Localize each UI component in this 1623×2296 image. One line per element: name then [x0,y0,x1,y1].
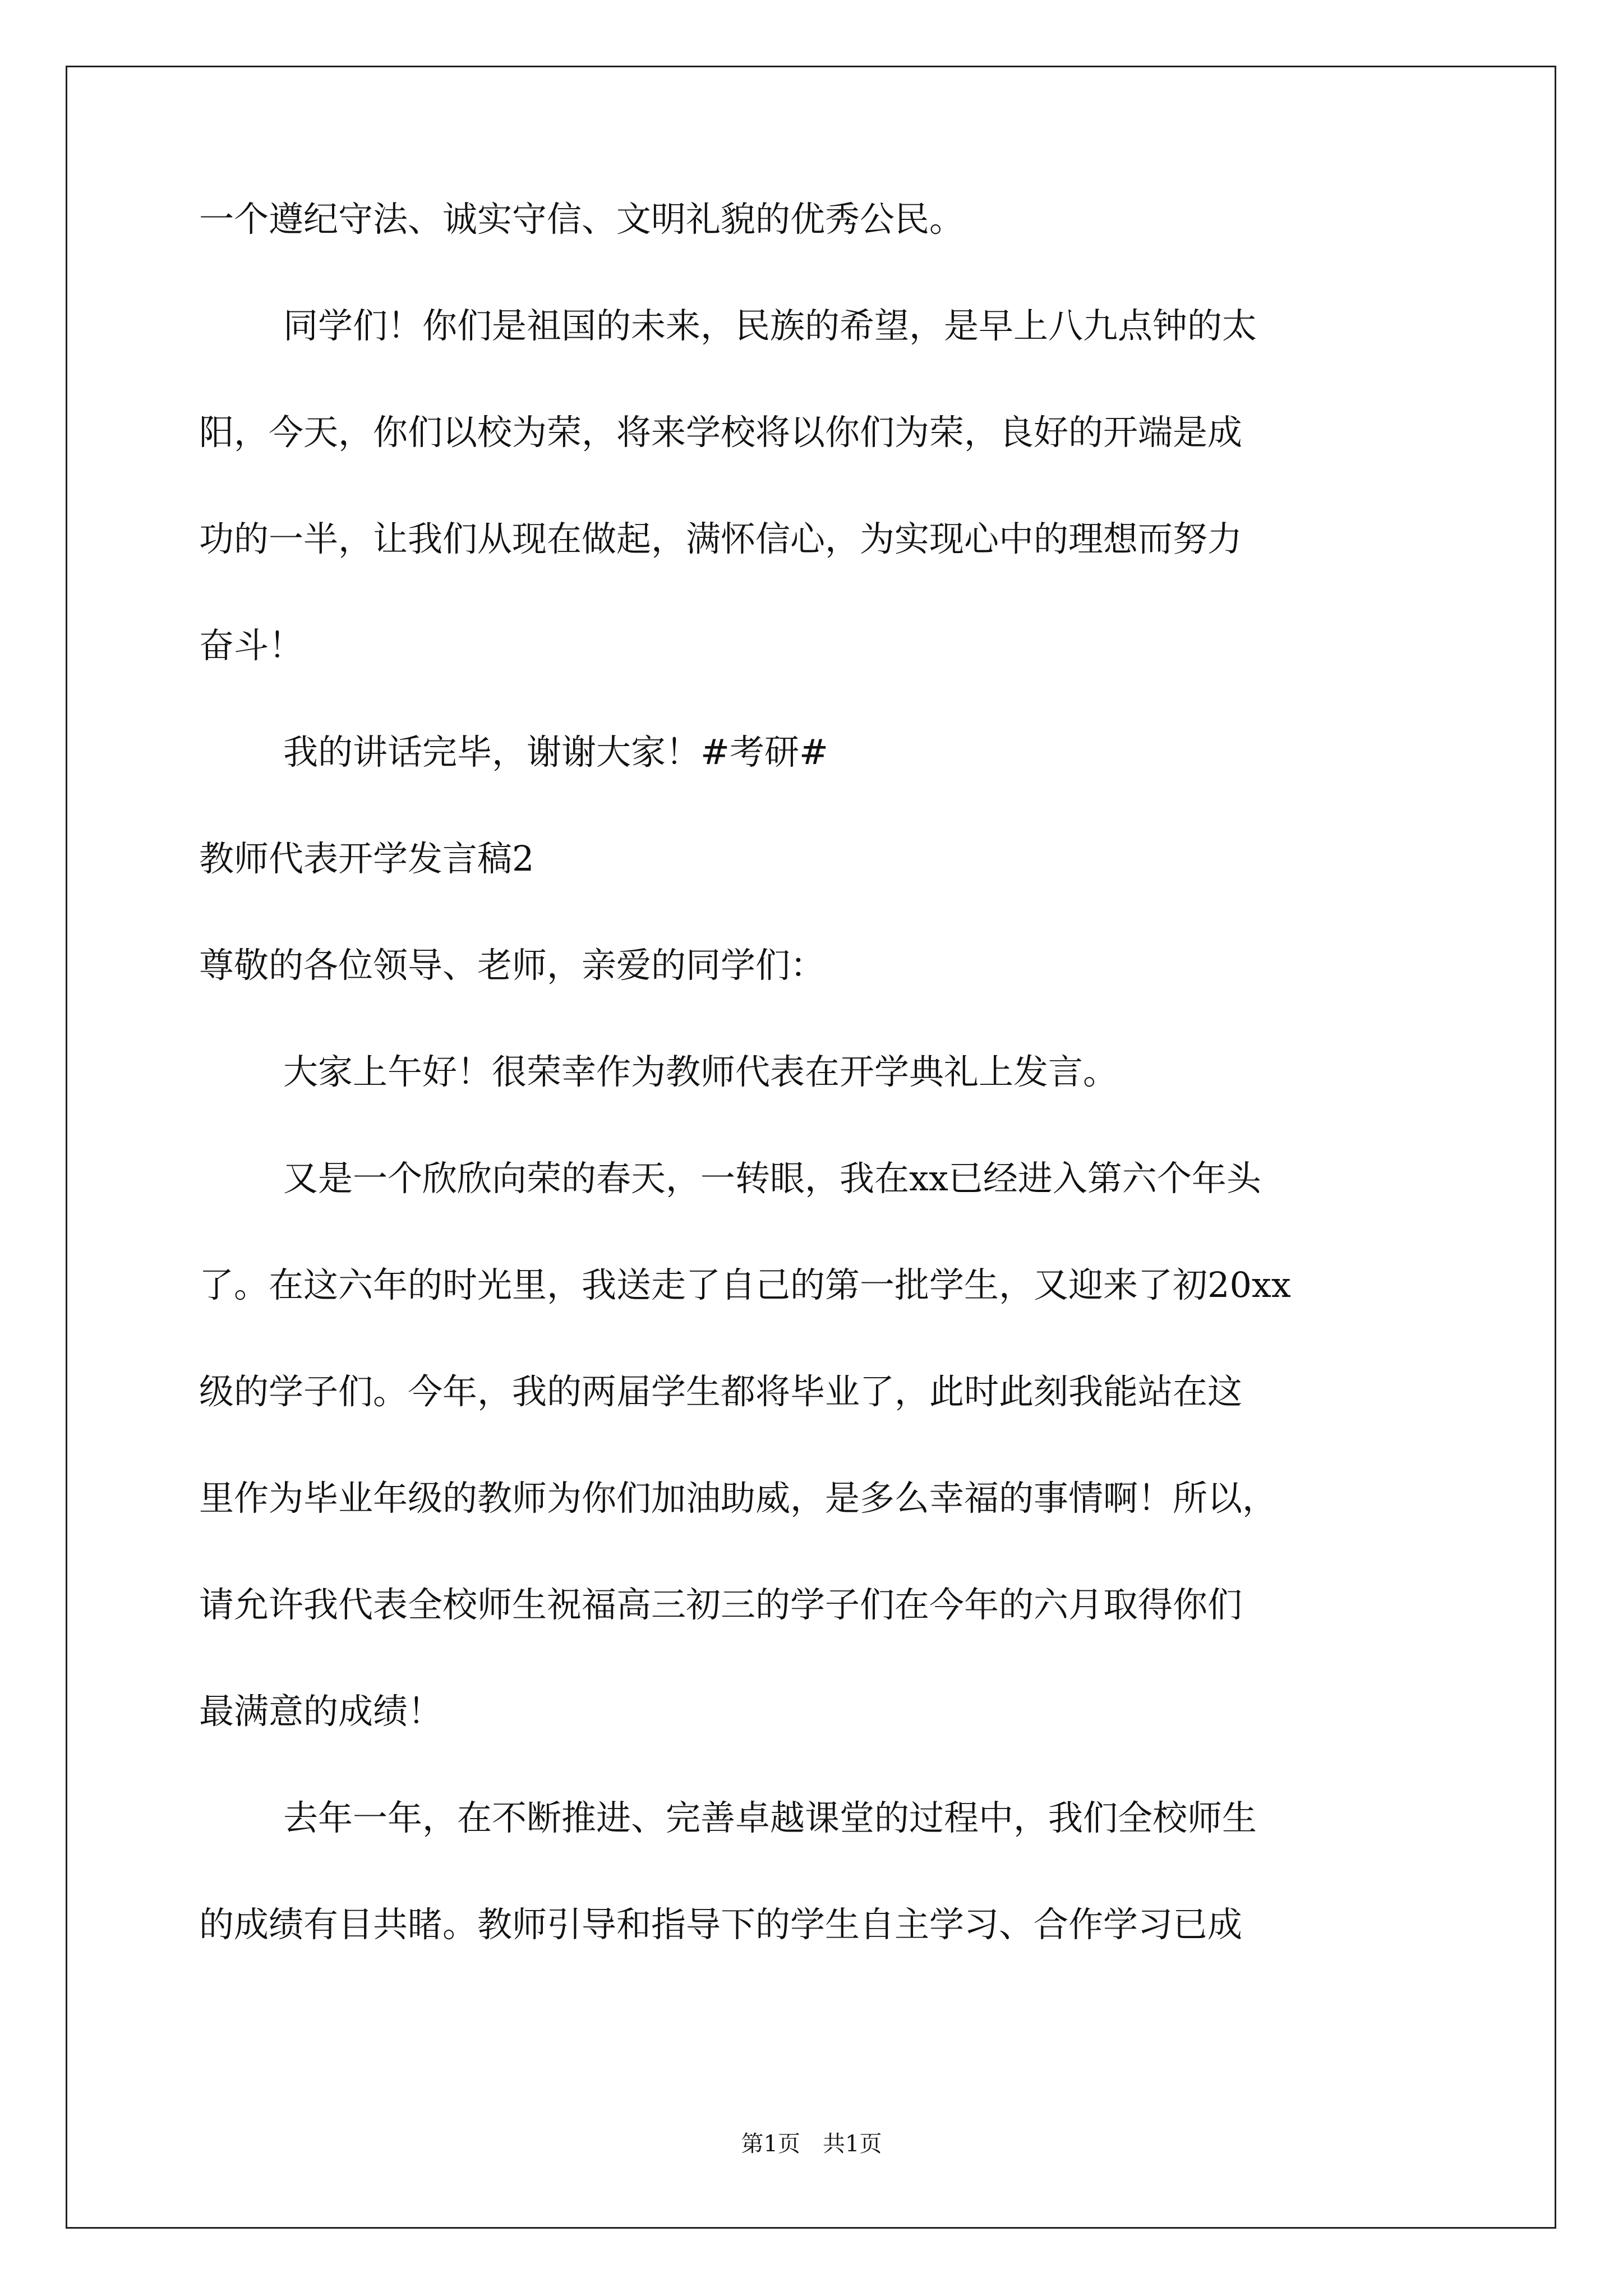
page-number: 第1页 [741,2131,800,2157]
text-line: 一个遵纪守法、诚实守信、文明礼貌的优秀公民。 [199,199,965,240]
paragraph-line: 大家上午好！很荣幸作为教师代表在开学典礼上发言。 [283,1051,1118,1092]
paragraph-line: 同学们！你们是祖国的未来，民族的希望，是早上八九点钟的太 [283,305,1257,346]
paragraph-line: 又是一个欣欣向荣的春天，一转眼，我在xx已经进入第六个年头 [283,1158,1261,1199]
paragraph-line: 去年一年，在不断推进、完善卓越课堂的过程中，我们全校师生 [283,1797,1257,1838]
text-line: 了。在这六年的时光里，我送走了自己的第一批学生，又迎来了初20xx [199,1264,1291,1305]
page-total: 共1页 [823,2131,882,2157]
text-line: 阳，今天，你们以校为荣，将来学校将以你们为荣，良好的开端是成 [199,412,1243,453]
text-line: 功的一半，让我们从现在做起，满怀信心，为实现心中的理想而努力 [199,518,1243,559]
text-line: 里作为毕业年级的教师为你们加油助威，是多么幸福的事情啊！所以， [199,1478,1278,1519]
text-line: 奋斗！ [199,625,304,666]
paragraph-line: 我的讲话完毕，谢谢大家！#考研# [283,731,828,772]
page-footer [0,2126,1623,2158]
section-title: 教师代表开学发言稿2 [199,838,534,879]
text-line: 的成绩有目共睹。教师引导和指导下的学生自主学习、合作学习已成 [199,1904,1243,1945]
text-line: 请允许我代表全校师生祝福高三初三的学子们在今年的六月取得你们 [199,1584,1243,1625]
salutation: 尊敬的各位领导、老师，亲爱的同学们： [199,945,826,986]
text-line: 最满意的成绩！ [199,1691,443,1732]
text-line: 级的学子们。今年，我的两届学生都将毕业了，此时此刻我能站在这 [199,1371,1243,1412]
